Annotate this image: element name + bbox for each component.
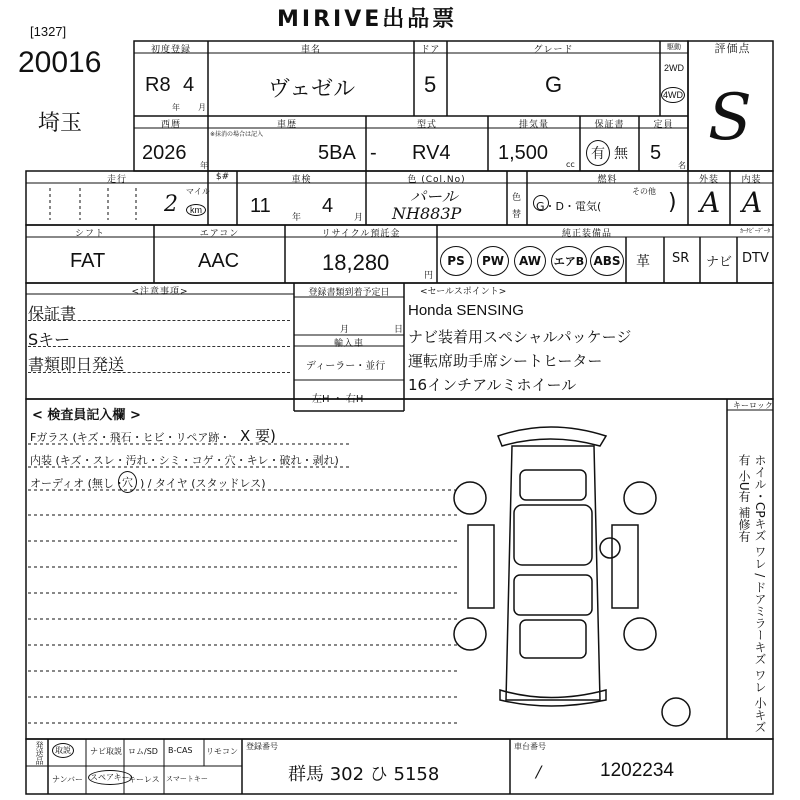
interior-note: 内装 (キズ・スレ・汚れ・シミ・コゲ・穴・キレ・破れ・剥れ) [30,454,339,467]
equip-pw: PW [477,246,509,276]
shaken-month-unit: 月 [354,213,364,223]
color-name: パール [410,187,458,206]
label-grade: グレード [533,45,574,55]
note-line-2 [28,346,290,347]
label-shaken: 車検 [291,175,312,185]
prefecture: 埼玉 [38,111,83,136]
grade: G [545,72,563,97]
year-value: 2026 [142,142,187,164]
glass-mark: X 要) [240,427,276,445]
reg-month: 月 [340,325,350,335]
send-label: 発送品 [35,741,44,765]
sales-point-1: Honda SENSING [408,302,524,319]
label-inspection: 車歴 [276,120,297,130]
label-drive: 駆動 [667,43,681,51]
ext-grade: A [700,186,721,219]
send-item-remote: リモコン [206,747,238,756]
mileage-value: 2 [164,192,178,217]
send-item-bcas: B-CAS [168,746,193,755]
equip-dtv: DTV [742,251,769,266]
side-notes: ホイル・CPキズ ワレ / ドアミラーキズ ワレ 小キズ有 小U有 補修有 [737,454,767,733]
label-meter: $# [215,172,230,182]
month-unit: 月 [198,103,206,112]
label-fuel: 燃料 [597,175,618,185]
int-grade: A [742,186,763,219]
equip-airbag: エアB [551,246,587,276]
reg-no-label: 登録番号 [246,742,278,751]
rating-value: S [708,81,752,155]
label-model: 型式 [416,120,437,130]
send-item-navi-manual: ナビ取説 [90,747,122,756]
year-unit-2: 年 [200,161,208,170]
label-dtv: ｶｰﾅﾋﾞｰﾃﾞｰﾀ [739,228,770,235]
equip-leather: 革 [636,254,650,270]
inspector-label: < 検査員記入欄 > [32,408,141,423]
ref-number: [1327] [30,24,67,39]
audio-post: ) / タイヤ (スタッドレス) [140,477,266,490]
label-displacement: 排気量 [518,120,549,130]
label-car-name: 車名 [300,45,321,55]
equip-sr: SR [672,251,690,266]
equip-navi: ナビ [706,255,733,270]
label-iro: 色 [512,193,522,203]
label-first-reg: 初度登録 [150,45,191,55]
equip-aw: AW [514,246,546,276]
sales-point-4: 16インチアルミホイール [408,376,577,394]
capacity-unit: 名 [678,161,686,170]
inspection-note: ※抹消の場合は記入 [210,131,264,138]
sales-point-3: 運転席助手席シートヒーター [408,352,603,370]
fuel-options: G・D・電気( [536,200,602,213]
send-item-keyless: キーレス [128,775,160,784]
fuel-g-circle [533,195,549,211]
note-line-1 [28,320,290,321]
aircon-value: AAC [198,250,240,272]
keylock-label: キーロック [733,401,773,410]
doors: 5 [424,72,437,97]
first-reg-month: 4 [183,74,195,96]
drive-2wd: 2WD [664,63,684,73]
label-int: 内装 [741,175,762,185]
label-equipment: 純正装備品 [561,229,612,239]
send-item-smart-key: スマートキー [166,775,208,783]
warranty-no: 無 [614,146,628,162]
send-item-spare-key: スペアキー [88,770,132,785]
km-unit: km [186,204,206,216]
model-prefix: 5BA [318,142,356,164]
mile-unit: マイル [186,187,210,196]
reg-no-value: 群馬 302 ひ 5158 [288,764,440,785]
label-era: 西暦 [160,120,181,130]
color-number: NH883P [392,204,462,223]
label-doors: ドア [420,45,441,55]
chassis-number: 1202234 [600,760,674,781]
drive-4wd: 4WD [661,87,685,103]
shaken-month: 4 [322,195,334,217]
displacement: 1,500 [498,142,549,164]
note-item-3: 書類即日発送 [28,355,125,374]
lot-number: 20016 [18,46,102,79]
label-aircon: エアコン [199,229,240,239]
reg-docs-label: 登録書類到着予定日 [308,288,390,298]
equip-abs: ABS [590,246,624,276]
audio-circled: 穴 [118,471,137,493]
cc-unit: cc [566,160,575,169]
dealer-parallel: ディーラー・並行 [306,361,386,372]
reg-day: 日 [394,325,404,335]
chassis-mark: / [536,762,542,781]
label-recycle: リサイクル預託金 [321,229,401,239]
equip-ps: PS [440,246,472,276]
audio-pre: オーディオ (無し・ [30,477,125,490]
note-item-2: Sキー [28,330,71,349]
glass-note: Fガラス (キズ・飛石・ヒビ・リペア跡・ [30,431,231,444]
year-unit: 年 [172,103,180,112]
car-name: ヴェゼル [268,77,356,102]
label-warranty: 保証書 [594,120,625,130]
model-code: RV4 [412,142,451,164]
note-item-1: 保証書 [28,304,77,323]
note-line-3 [28,372,290,373]
label-mileage: 走行 [106,175,127,185]
send-item-number: ナンバー [52,775,84,784]
label-capacity: 定員 [653,120,674,130]
steering-side: 左H ・ 右H [312,394,364,405]
label-ext: 外装 [698,175,719,185]
yen-unit: 円 [424,271,434,281]
form-title: MIRIVE出品票 [277,7,458,32]
label-color: 色 (Col.No) [407,175,466,185]
fuel-other-label: その他 [632,187,656,196]
recycle-value: 18,280 [322,250,390,275]
label-kae: 替 [512,210,522,220]
warranty-yes: 有 [586,140,610,166]
send-item-manual: 取説 [52,743,74,758]
car-diagram [454,427,690,726]
import-label: 輸入車 [333,339,364,349]
chassis-label: 車台番号 [514,742,546,751]
notes-label: <注意事項> [131,287,189,297]
fuel-close: ) [668,190,677,215]
sales-label: <セールスポイント> [420,287,507,297]
label-shift: シフト [74,229,105,239]
shift-value: FAT [70,250,106,272]
capacity: 5 [650,142,662,164]
shaken-year-unit: 年 [292,213,302,223]
send-item-rom: ロム/SD [128,747,158,756]
model-sep: - [370,142,377,164]
label-rating: 評価点 [714,42,751,55]
first-reg-year: R8 [145,74,171,96]
sales-point-2: ナビ装着用スペシャルパッケージ [408,328,632,346]
shaken-year: 11 [250,195,271,217]
